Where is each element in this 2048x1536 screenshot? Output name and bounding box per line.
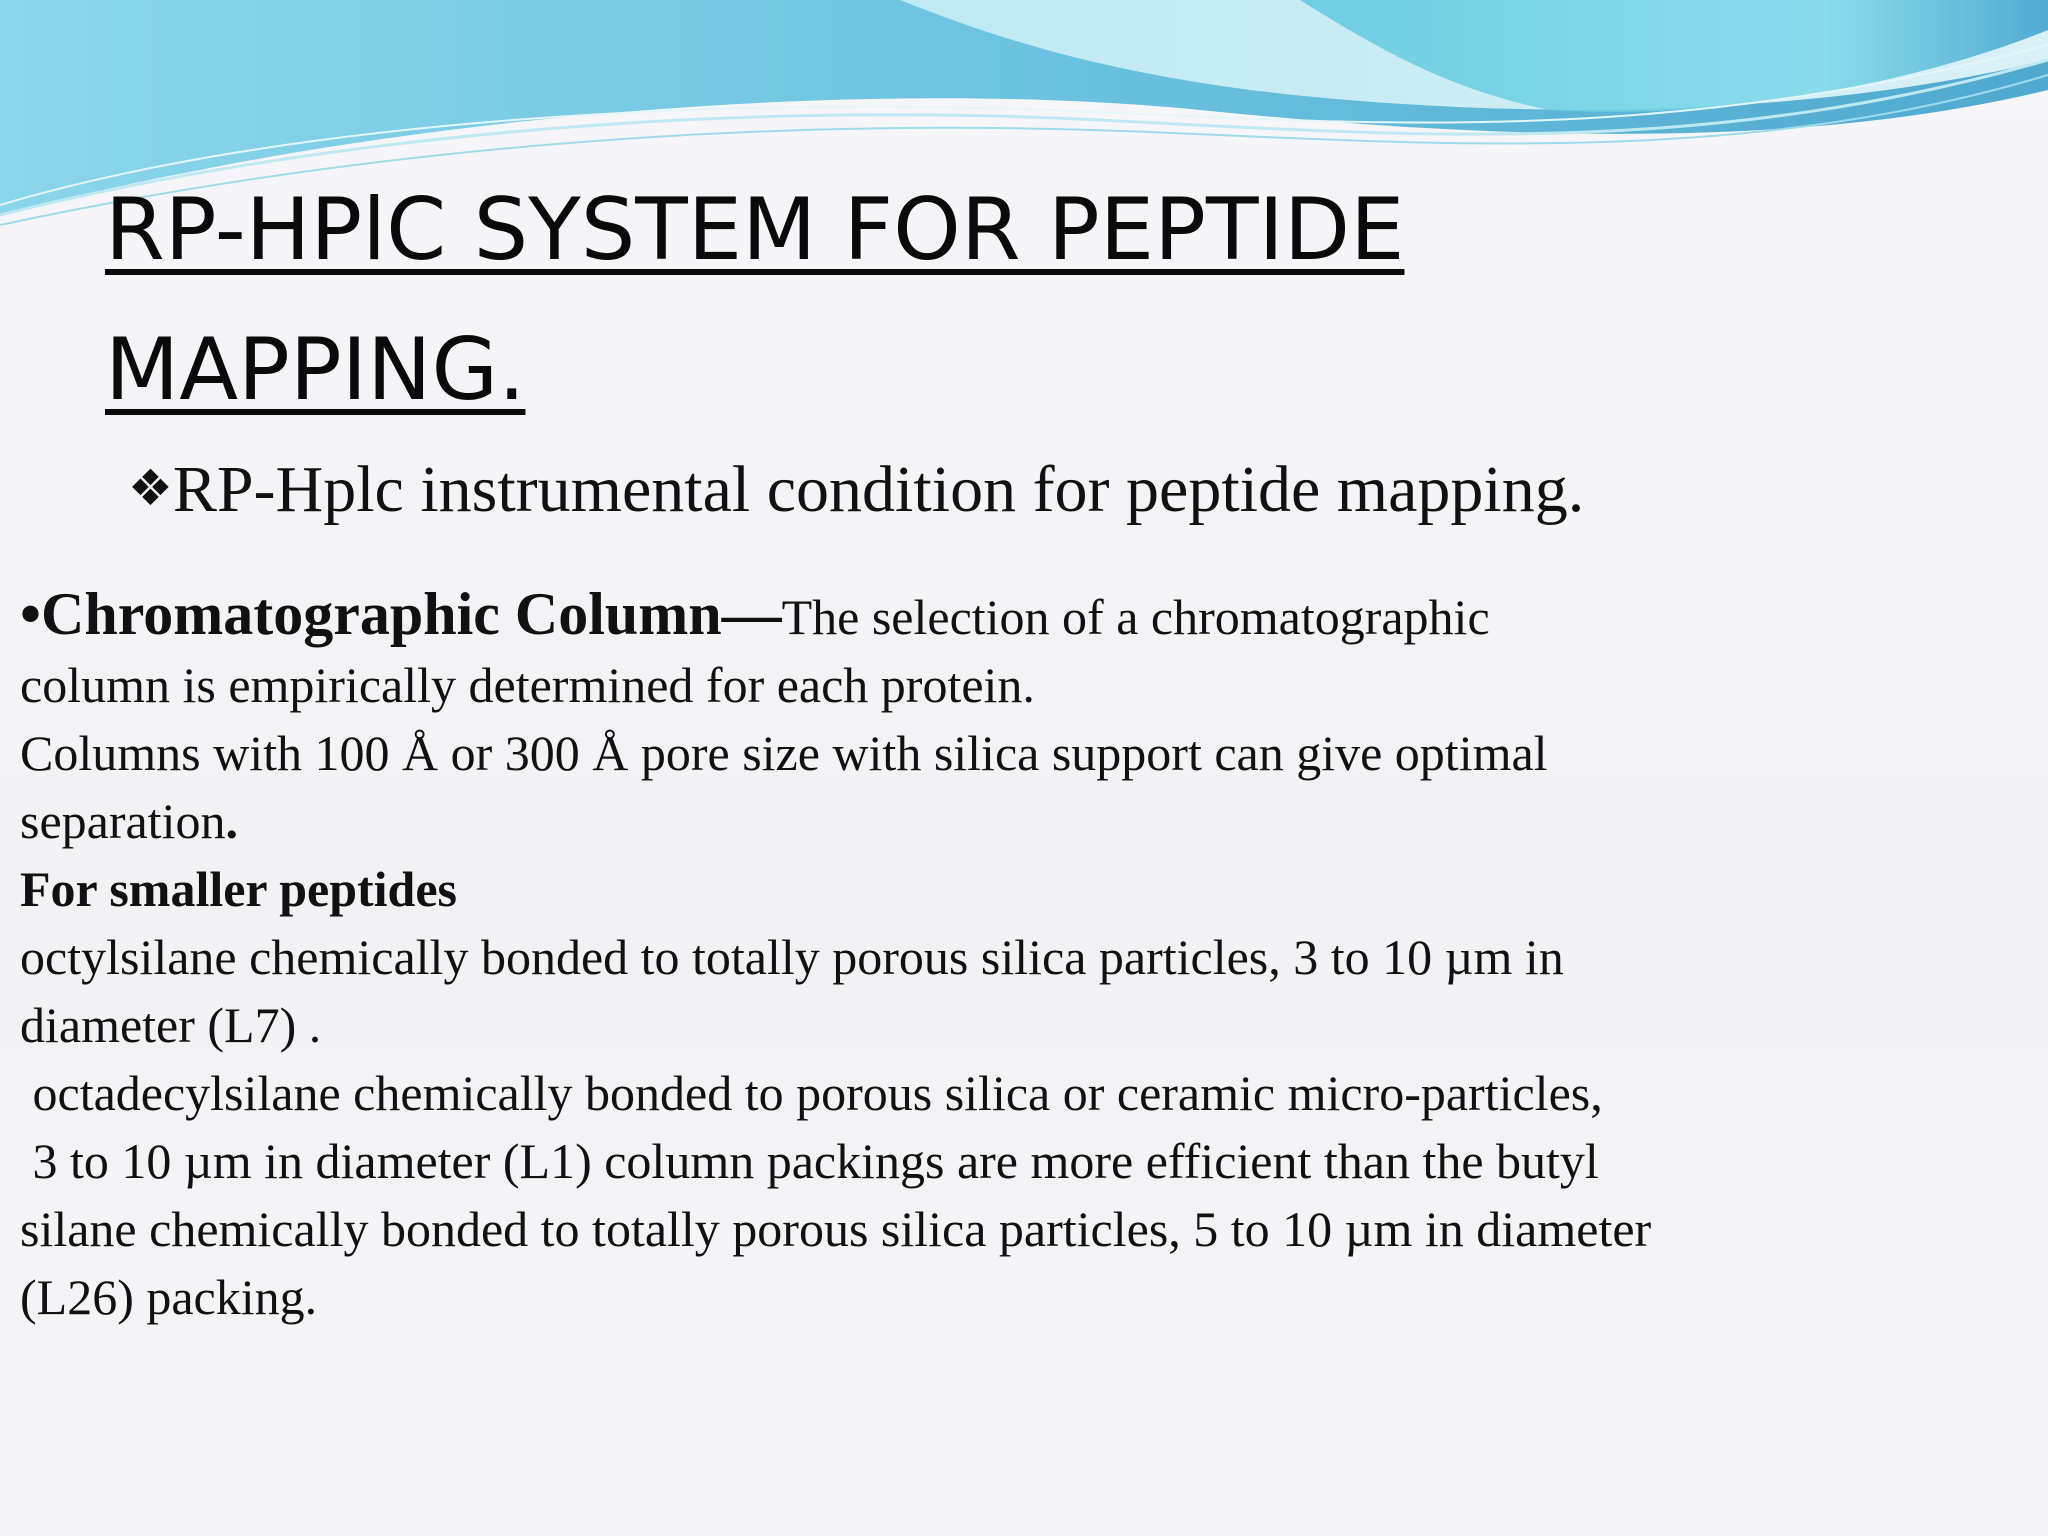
octyl-line-1: octylsilane chemically bonded to totally porous silica particles, 3 to 10 µm in bbox=[20, 929, 1564, 985]
subtitle-text: RP-Hplc instrumental condition for peptide mapping. bbox=[172, 453, 1585, 526]
smaller-peptides-heading: For smaller peptides bbox=[20, 861, 458, 917]
body-content bbox=[20, 580, 2030, 1331]
pore-period: . bbox=[225, 793, 238, 849]
octa-line-2: 3 to 10 µm in diameter (L1) column packings are more efficient than the butyl bbox=[20, 1133, 1599, 1189]
octa-line-1: octadecylsilane chemically bonded to porous silica or ceramic micro-particles, bbox=[20, 1065, 1603, 1121]
diamond-bullet-icon: ❖ bbox=[128, 459, 173, 517]
column-dash: — bbox=[721, 581, 782, 647]
pore-paragraph-line-2 bbox=[20, 787, 2030, 855]
title-line-1: RP-HPlC SYSTEM FOR PEPTIDE bbox=[105, 180, 1405, 280]
column-heading: •Chromatographic Column bbox=[20, 581, 722, 647]
pore-paragraph-line-1: Columns with 100 Å or 300 Å pore size with silica support can give optimal bbox=[20, 725, 1548, 781]
subtitle bbox=[128, 448, 1584, 530]
column-paragraph-line-1 bbox=[20, 580, 2030, 651]
octa-line-4: (L26) packing. bbox=[20, 1269, 318, 1325]
octa-line-3: silane chemically bonded to totally porous silica particles, 5 to 10 µm in diameter bbox=[20, 1201, 1652, 1257]
slide-title bbox=[105, 160, 1605, 440]
column-paragraph-line-2: column is empirically determined for each protein. bbox=[20, 657, 1035, 713]
title-line-2: MAPPING. bbox=[105, 320, 526, 420]
octyl-line-2: diameter (L7) . bbox=[20, 997, 322, 1053]
column-text-1: The selection of a chromatographic bbox=[781, 589, 1490, 645]
pore-text-2: separation bbox=[20, 793, 226, 849]
